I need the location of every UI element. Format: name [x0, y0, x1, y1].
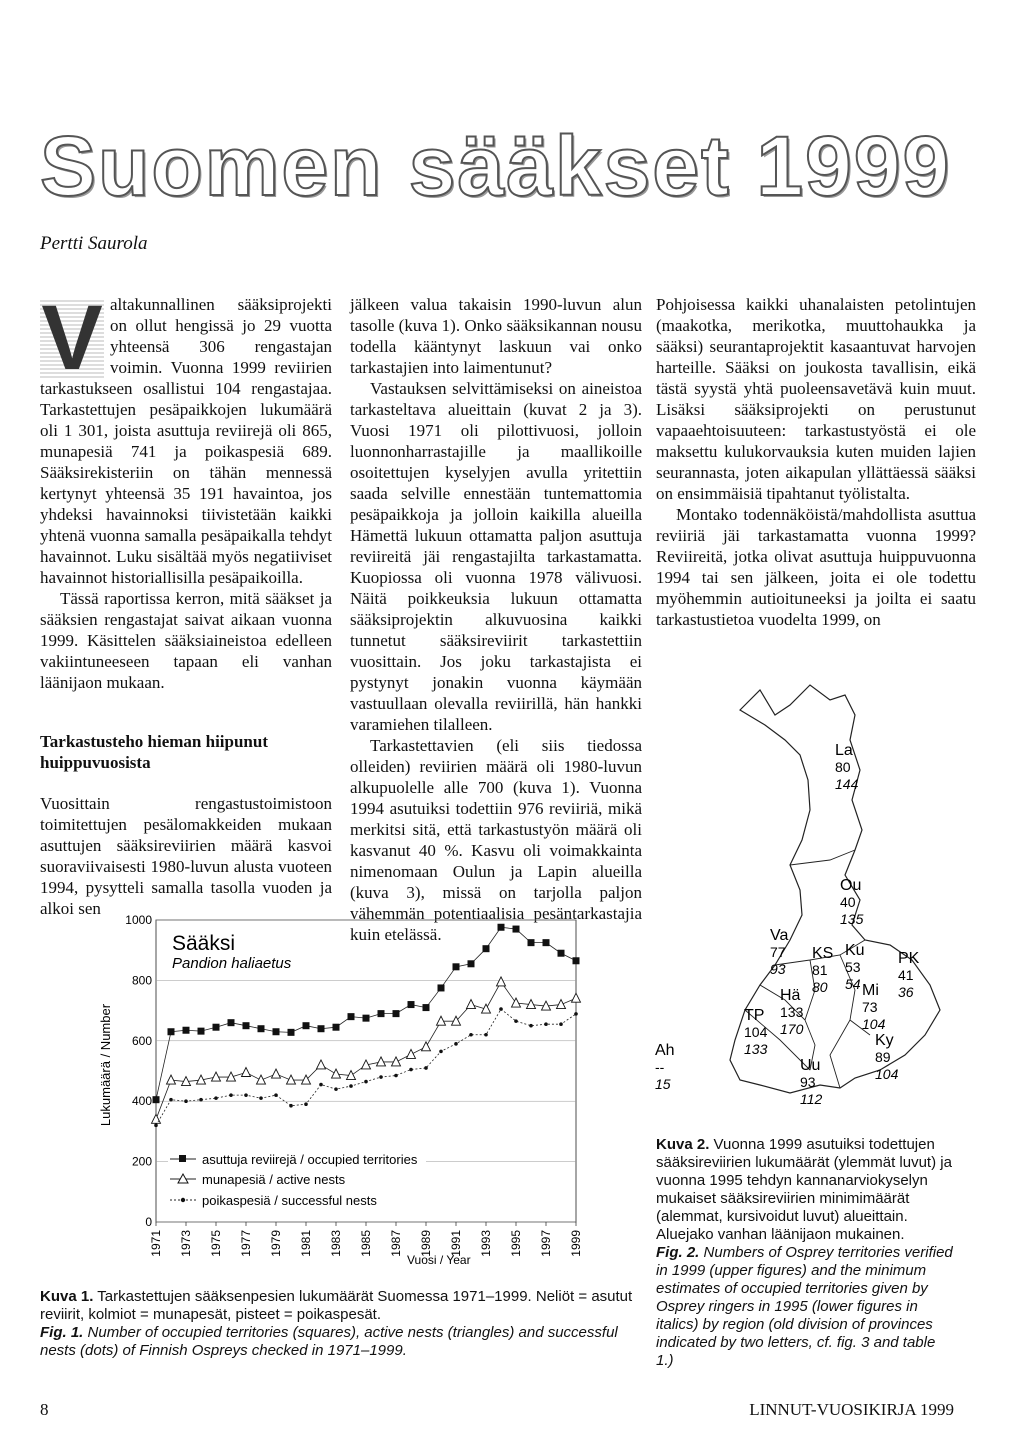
region-estimate-count: 133: [744, 1041, 768, 1057]
y-axis-label: Lukumäärä / Number: [98, 1003, 113, 1127]
occupied-territory-point: [423, 1004, 430, 1011]
region-estimate-count: 104: [862, 1016, 886, 1032]
successful-nest-point: [319, 1083, 323, 1087]
region-verified-count: --: [655, 1059, 665, 1075]
x-tick-label: 1995: [509, 1230, 523, 1257]
successful-nest-point: [409, 1068, 413, 1072]
occupied-territory-point: [258, 1025, 265, 1032]
article-title: Suomen sääkset 1999: [40, 119, 952, 213]
caption-label: Fig. 2.: [656, 1244, 700, 1261]
x-tick-label: 1993: [479, 1230, 493, 1257]
active-nest-point: [482, 1004, 491, 1013]
region-code: KS: [812, 945, 834, 962]
chart-title: Sääksi: [172, 932, 236, 955]
column-1: [40, 287, 332, 919]
page-number: 8: [40, 1400, 49, 1419]
region-estimate-count: 104: [875, 1066, 899, 1082]
legend-entry: asuttuja reviirejä / occupied territories: [202, 1152, 418, 1167]
drop-cap: V: [41, 287, 103, 389]
legend-entry: munapesiä / active nests: [202, 1172, 346, 1187]
occupied-territory-point: [243, 1022, 250, 1029]
section-heading: Tarkastusteho hieman hiipunut huippuvuosista: [40, 732, 269, 772]
occupied-territory-point: [303, 1022, 310, 1029]
occupied-territory-point: [228, 1019, 235, 1026]
successful-nest-point: [184, 1099, 188, 1103]
figure-1-caption: [40, 1288, 640, 1360]
region-estimate-count: 112: [800, 1091, 823, 1107]
successful-nest-point: [244, 1093, 248, 1097]
successful-nest-point: [499, 1007, 503, 1011]
active-nest-point: [212, 1072, 221, 1081]
finland-region-map: [640, 660, 970, 1130]
active-nest-point: [227, 1072, 236, 1081]
x-tick-label: 1991: [449, 1230, 463, 1257]
active-nest-point: [332, 1069, 341, 1078]
successful-nest-point: [259, 1096, 263, 1100]
paragraph: Vastauksen selvittämiseksi on aineistoa tarkasteltava alueittain (kuvat 2 ja 3). Vuosi 1971 oli pilottivuosi, jolloin luonnonharrastajille ja maallikoille osoitettujen kyselyjen avulla yritettiin saada selville ennestään tuntemattomia pesäpaikkoja ja jolloin kaikilla alueilla Hämettä lukuun ottamatta paljon asuttuja reviireitä jäi rengastajilta tarkastamatta. Kuopiossa oli vuonna 1978 välivuosi. Näitä poikkeuksia lukuun ottamatta sääksiprojektin alkuvuosina kaikki tunnetut sääksireviirit tarkastettiin vuosittain. Jos joku tarkastajista ei pystynyt jonakin vuonna käymään vastuullaan olevalla reviirillä, hän hankki varamiehen tilalleen.: [350, 379, 642, 734]
occupied-territory-point: [528, 939, 535, 946]
successful-nest-point: [529, 1024, 533, 1028]
legend-entry: poikaspesiä / successful nests: [202, 1193, 377, 1208]
region-verified-count: 73: [862, 999, 878, 1015]
occupied-territory-point: [168, 1028, 175, 1035]
region-estimate-count: 15: [655, 1076, 671, 1092]
occupied-territory-point: [408, 1001, 415, 1008]
region-verified-count: 41: [898, 967, 914, 983]
x-tick-label: 1971: [149, 1230, 163, 1257]
x-tick-label: 1997: [539, 1230, 553, 1257]
region-code: Uu: [800, 1057, 821, 1074]
region-verified-count: 93: [800, 1074, 816, 1090]
active-nest-point: [557, 1000, 566, 1009]
active-nest-point: [152, 1114, 161, 1123]
successful-nest-point: [394, 1074, 398, 1078]
y-tick-label: 1000: [125, 913, 152, 927]
paragraph: Vuosittain rengastustoimistoon toimitettujen pesälomakkeiden mukaan asuttujen sääksireviirien määrä kasvoi suoraviivaisesti 1980-luvun alusta vuoteen 1994, pysytteli samalla tasolla vuoden ja alkoi sen: [40, 794, 332, 918]
caption-label: Kuva 1.: [40, 1288, 94, 1305]
occupied-territory-point: [183, 1027, 190, 1034]
occupied-territory-point: [318, 1025, 325, 1032]
occupied-territory-point: [348, 1013, 355, 1020]
caption-text: Numbers of Osprey territories verified in 1999 (upper figures) and the minimum estimates of occupied territories given by Osprey ringers in 1995 (lower figures in italics) by region (old division of provinces indicated by two letters, cf. fig. 3 and table 1.): [656, 1244, 953, 1369]
successful-nest-point: [214, 1096, 218, 1100]
region-verified-count: 77: [770, 944, 786, 960]
active-nest-point: [572, 993, 581, 1002]
active-nest-point: [257, 1075, 266, 1084]
active-nest-point: [497, 977, 506, 986]
region-estimate-count: 54: [845, 976, 861, 992]
region-code: Ky: [875, 1032, 894, 1049]
successful-nest-point: [169, 1098, 173, 1102]
journal-name: LINNUT-VUOSIKIRJA 1999: [749, 1400, 954, 1419]
occupied-territory-point: [453, 963, 460, 970]
occupied-territory-point: [273, 1028, 280, 1035]
caption-label: Fig. 1.: [40, 1324, 84, 1341]
author: Pertti Saurola: [40, 233, 148, 254]
region-verified-count: 40: [840, 894, 856, 910]
successful-nest-point: [379, 1075, 383, 1079]
caption-label: Kuva 2.: [656, 1136, 710, 1153]
occupied-territory-point: [333, 1024, 340, 1031]
y-tick-label: 0: [145, 1215, 152, 1229]
occupied-territory-point: [573, 957, 580, 964]
occupied-territory-point: [498, 924, 505, 931]
region-estimate-count: 135: [840, 911, 864, 927]
successful-nest-point: [289, 1104, 293, 1108]
active-nest-point: [512, 998, 521, 1007]
region-code: PK: [898, 950, 920, 967]
region-verified-count: 53: [845, 959, 861, 975]
active-nest-point: [377, 1057, 386, 1066]
x-axis-label: Vuosi / Year: [407, 1253, 471, 1267]
occupied-territory-point: [198, 1028, 205, 1035]
region-estimate-count: 93: [770, 961, 786, 977]
legend: [168, 1146, 426, 1212]
active-nest-point: [437, 1016, 446, 1025]
region-verified-count: 89: [875, 1049, 891, 1065]
occupied-territory-point: [153, 1096, 160, 1103]
successful-nest-point: [199, 1098, 203, 1102]
region-verified-count: 104: [744, 1024, 768, 1040]
x-tick-label: 1979: [269, 1230, 283, 1257]
active-nest-point: [317, 1060, 326, 1069]
successful-nest-point: [304, 1102, 308, 1106]
x-tick-label: 1973: [179, 1230, 193, 1257]
legend-dot-marker: [181, 1198, 185, 1202]
region-code: Ku: [845, 942, 865, 959]
successful-nest-point: [349, 1084, 353, 1088]
occupied-territory-point: [438, 984, 445, 991]
active-nest-point: [242, 1068, 251, 1077]
x-tick-label: 1985: [359, 1230, 373, 1257]
region-estimate-count: 144: [835, 776, 859, 792]
successful-nest-point: [484, 1033, 488, 1037]
successful-nest-point: [544, 1022, 548, 1026]
occupied-territory-point: [468, 960, 475, 967]
region-code: TP: [744, 1007, 765, 1024]
successful-nest-point: [469, 1033, 473, 1037]
paragraph: altakunnallinen sääksiprojekti on ollut hengissä jo 29 vuotta yhteensä 306 rengastajan voimin. Vuonna 1999 reviirien tarkastukseen osallistui 104 rengastajaa. Tarkastettujen pesäpaikkojen lukumäärä oli 1 301, joista asuttuja reviirejä oli 865, munapesiä 741 ja poikaspesiä 689. Sääksirekisteriin on tähän mennessä kertynyt yhteensä 35 191 havaintoa, jos yhdeksi havainnoksi tiivistetään kaikki yhtenä vuonna samalla pesäpaikalla tehdyt havainnot. Luku sisältää myös negatiiviset havainnot historiallisilla pesäpaikoilla.: [40, 295, 332, 587]
region-verified-count: 80: [835, 759, 851, 775]
figure-2-caption: [656, 1136, 956, 1370]
region-code: Mi: [862, 982, 879, 999]
column-3: [656, 294, 976, 630]
paragraph: Tarkastettavien (eli siis tiedossa olleiden) reviirien määrä oli 1980-luvun alkupuolelle alle 700 (kuva 1). Vuonna 1994 asutuiksi todettiin 976 reviiriä, mikä merkitsi sitä, että tarkastustyön määrä oli kasvanut 40 %. Kasvu oli voimakkainta nimenomaan Oulun ja Lapin alueilla (kuva 3), missä on tarjolla paljon vähemmän potentiaalisia pesäntarkastajia kuin etelässä.: [350, 736, 642, 944]
paragraph: Pohjoisessa kaikki uhanalaisten petolintujen (maakotka, merikotka, muuttohaukka ja sääksi) seurantaprojektit kasaantuvat harvojen harteille. Sääksi on joukosta tavallisin, eikä tästä syystä yhtä puoleensavetävä kuin muut. Lisäksi sääksiprojekti on perustunut vapaaehtoisuuteen: tarkastustyöstä ei ole maksettu kulukorvauksia kuten muiden lajien seurannasta, joten aikapulan yllättäessä sääksi on ensimmäisiä tipahtanut työlistalta.: [656, 295, 976, 503]
region-code: La: [835, 742, 853, 759]
occupied-territory-point: [378, 1010, 385, 1017]
region-code: Ou: [840, 877, 862, 894]
x-tick-label: 1977: [239, 1230, 253, 1257]
column-2: [350, 294, 642, 945]
legend-square-marker: [179, 1155, 186, 1162]
active-nest-point: [272, 1069, 281, 1078]
y-tick-label: 400: [131, 1094, 152, 1109]
successful-nest-point: [154, 1124, 158, 1128]
osprey-chart: [98, 900, 600, 1272]
occupied-territory-point: [363, 1015, 370, 1022]
occupied-territory-point: [393, 1010, 400, 1017]
successful-nest-point: [454, 1042, 458, 1046]
paragraph: Montako todennäköistä/mahdollista asuttua reviiriä jäi tarkastamatta vuonna 1999? Reviireitä, jotka olivat asuttuja huippuvuonna 1994 tai sen jälkeen, joita ei ole todettu myöhemmin autioituneeksi ja joilta ei saatu tarkastustietoa vuodelta 1999, on: [656, 505, 976, 629]
active-nest-point: [167, 1075, 176, 1084]
active-nest-point: [392, 1057, 401, 1066]
chart-subtitle: Pandion haliaetus: [172, 955, 292, 972]
y-tick-label: 200: [131, 1154, 152, 1169]
paragraph: jälkeen valua takaisin 1990-luvun alun tasolle (kuva 1). Onko sääksikannan nousu todella kääntynyt laskuun vai onko tarkastajien into laimentunut?: [350, 295, 642, 377]
x-tick-label: 1981: [299, 1230, 313, 1257]
region-code: Va: [770, 927, 789, 944]
x-tick-label: 1987: [389, 1230, 403, 1257]
y-tick-label: 800: [131, 973, 152, 988]
successful-nest-point: [364, 1080, 368, 1084]
successful-nest-point: [439, 1050, 443, 1054]
series-line-triangle: [156, 982, 576, 1119]
successful-nest-point: [424, 1066, 428, 1070]
occupied-territory-point: [213, 1024, 220, 1031]
region-code: Ah: [655, 1042, 675, 1059]
x-tick-label: 1999: [569, 1230, 583, 1257]
occupied-territory-point: [543, 939, 550, 946]
region-code: Hä: [780, 987, 801, 1004]
caption-text: Tarkastettujen sääksenpesien lukumäärät Suomessa 1971–1999. Neliöt = asutut reviirit, kolmiot = munapesät, pisteet = poikaspesät.: [40, 1288, 633, 1323]
active-nest-point: [407, 1049, 416, 1058]
successful-nest-point: [559, 1022, 563, 1026]
region-verified-count: 81: [812, 962, 828, 978]
successful-nest-point: [574, 1012, 578, 1016]
active-nest-point: [467, 1000, 476, 1009]
region-estimate-count: 36: [898, 984, 914, 1000]
active-nest-point: [287, 1075, 296, 1084]
region-estimate-count: 80: [812, 979, 828, 995]
successful-nest-point: [334, 1087, 338, 1091]
occupied-territory-point: [513, 926, 520, 933]
successful-nest-point: [514, 1019, 518, 1023]
occupied-territory-point: [483, 945, 490, 952]
x-tick-label: 1983: [329, 1230, 343, 1257]
x-tick-label: 1989: [419, 1230, 433, 1257]
caption-text: Vuonna 1999 asutuiksi todettujen sääksireviirien lukumäärät (ylemmät luvut) ja vuonna 1995 tehdyn kannanarviokyselyn mukaiset sääksireviirien minimimäärät (alemmat, kursivoidut luvut) alueittain. Aluejako vanhan läänijaon mukainen.: [656, 1136, 952, 1243]
occupied-territory-point: [288, 1029, 295, 1036]
region-estimate-count: 170: [780, 1021, 804, 1037]
successful-nest-point: [274, 1093, 278, 1097]
x-tick-label: 1975: [209, 1230, 223, 1257]
active-nest-point: [422, 1042, 431, 1051]
y-tick-label: 600: [131, 1033, 152, 1048]
successful-nest-point: [229, 1093, 233, 1097]
occupied-territory-point: [558, 950, 565, 957]
region-verified-count: 133: [780, 1004, 804, 1020]
caption-text: Number of occupied territories (squares), active nests (triangles) and successful nests (dots) of Finnish Ospreys checked in 1971–1999.: [40, 1324, 618, 1359]
paragraph: Tässä raportissa kerron, mitä sääkset ja sääksien rengastajat saivat aikaan vuonna 1999. Käsittelen sääksiaineistoa edelleen vakiintuneeseen tapaan eli vanhan läänijaon mukaan.: [40, 589, 332, 692]
